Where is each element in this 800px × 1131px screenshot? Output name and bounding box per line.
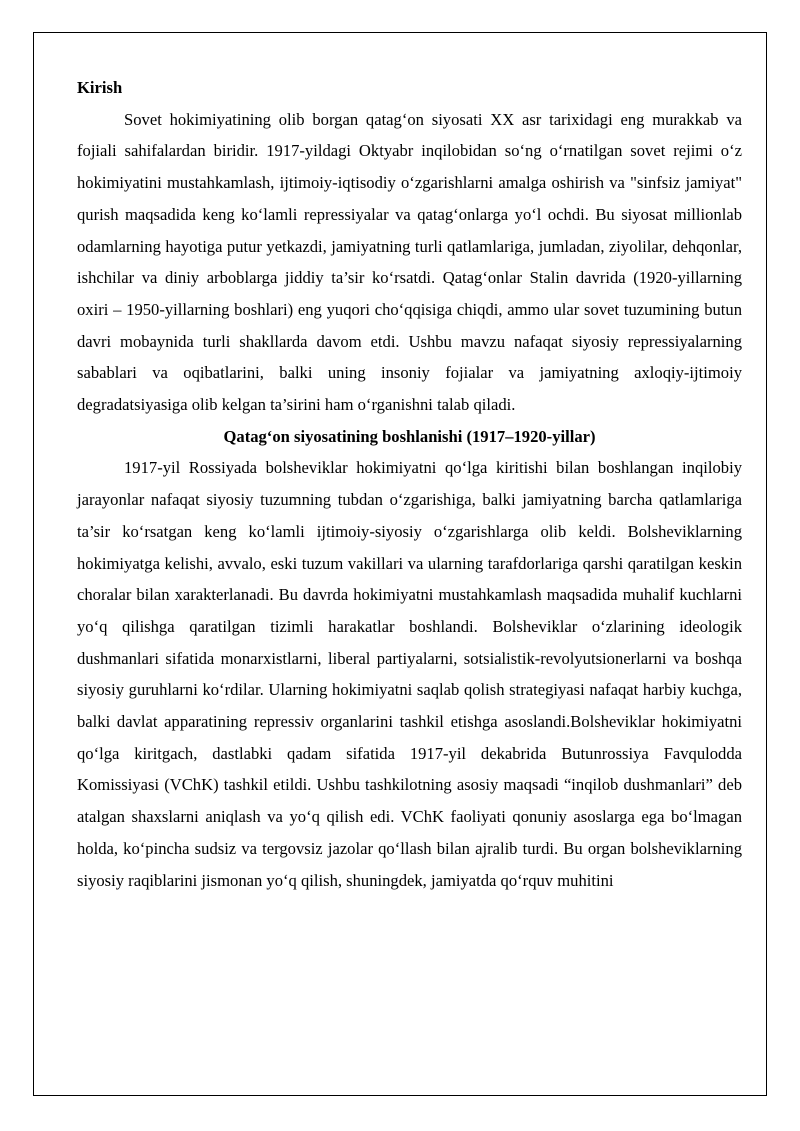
- beginning-paragraph: 1917-yil Rossiyada bolsheviklar hokimiyatni qo‘lga kiritishi bilan boshlangan inqilobiy jarayonlar nafaqat siyosiy tuzumning tubdan o‘zgarishiga, balki jamiyatning barcha qatlamlariga ta’sir ko‘rsatgan keng ko‘lamli ijtimoiy-siyosiy o‘zgarishlarga olib keldi. Bolsheviklarning hokimiyatga kelishi, avvalo, eski tuzum vakillari va ularning tarafdorlariga qarshi qaratilgan keskin choralar bilan xarakterlanadi. Bu davrda hokimiyatni mustahkamlash maqsadida muhalif kuchlarni yo‘q qilishga qaratilgan tizimli harakatlar boshlandi. Bolsheviklar o‘zlarining ideologik dushmanlari sifatida monarxistlarni, liberal partiyalarni, sotsialistik-revolyutsionerlarni va boshqa siyosiy guruhlarni ko‘rdilar. Ularning hokimiyatni saqlab qolish strategiyasi nafaqat harbiy kuchga, balki davlat apparatining repressiv organlarini tashkil etishga asoslandi.Bolsheviklar hokimiyatni qo‘lga kiritgach, dastlabki qadam sifatida 1917-yil dekabrida Butunrossiya Favqulodda Komissiyasi (VChK) tashkil etildi. Ushbu tashkilotning asosiy maqsadi “inqilob dushmanlari” deb atalgan shaxslarni aniqlash va yo‘q qilish edi. VChK faoliyati qonuniy asoslarga ega bo‘lmagan holda, ko‘pincha sudsiz va tergovsiz jazolar qo‘llash bilan ajralib turdi. Bu organ bolsheviklarning siyosiy raqiblarini jismonan yo‘q qilish, shuningdek, jamiyatda qo‘rquv muhitini: [77, 458, 742, 890]
- section-heading-kirish: Kirish: [77, 78, 123, 97]
- document-body: [77, 72, 742, 896]
- intro-paragraph: Sovet hokimiyatining olib borgan qatag‘on siyosati XX asr tarixidagi eng murakkab va fojiali sahifalardan biridir. 1917-yildagi Oktyabr inqilobidan so‘ng o‘rnatilgan sovet rejimi o‘z hokimiyatini mustahkamlash, ijtimoiy-iqtisodiy o‘zgarishlarni amalga oshirish va "sinfsiz jamiyat" qurish maqsadida keng ko‘lamli repressiyalar va qatag‘onlarga yo‘l ochdi. Bu siyosat millionlab odamlarning hayotiga putur yetkazdi, jamiyatning turli qatlamlariga, jumladan, ziyolilar, dehqonlar, ishchilar va diniy arboblarga jiddiy ta’sir ko‘rsatdi. Qatag‘onlar Stalin davrida (1920-yillarning oxiri – 1950-yillarning boshlari) eng yuqori cho‘qqisiga chiqdi, ammo ular sovet tuzumining butun davri mobaynida turli shakllarda davom etdi. Ushbu mavzu nafaqat siyosiy repressiyalarning sabablari va oqibatlarini, balki uning insoniy fojialar va jamiyatning axloqiy-ijtimoiy degradatsiyasiga olib kelgan ta’sirini ham o‘rganishni talab qiladi.: [77, 109, 742, 415]
- section-heading-beginning: Qatag‘on siyosatining boshlanishi (1917–1920-yillar): [223, 426, 596, 446]
